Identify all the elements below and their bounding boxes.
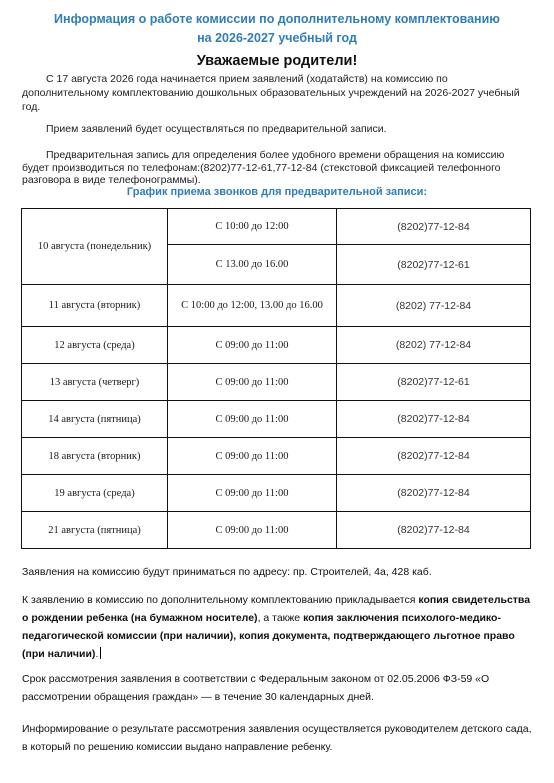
- documents-note-commission-conclusion: копия заключения психолого-медико-педагогической комиссии (при наличии), копия документа, подтверждающего льготное право (при наличии): [22, 612, 515, 660]
- schedule-time-cell: С 09:00 до 11:00: [168, 512, 337, 549]
- schedule-row: [22, 438, 531, 475]
- intro-paragraph-3-lead: Предварительная запись для определения более удобного времени обращения на комиссию: [46, 149, 505, 161]
- schedule-time-cell: С 09:00 до 11:00: [168, 475, 337, 512]
- review-term-note: Срок рассмотрения заявления в соответствии с Федеральным законом от 02.05.2006 ФЗ-59 «О рассмотрении обращения граждан» — в течение 30 календарных дней.: [22, 673, 490, 703]
- schedule-phone-cell: (8202)77-12-84: [337, 512, 531, 549]
- schedule-row: [22, 512, 531, 549]
- schedule-phone-cell: (8202)77-12-61: [337, 245, 531, 285]
- schedule-phone-cell: (8202)77-12-84: [337, 438, 531, 475]
- intro-paragraph-1-text: С 17 августа 2026 года начинается прием заявлений (ходатайств) на комиссию по дополнительному комплектованию дошкольных образовательных учреждений на 2026-2027 учебный год.: [22, 73, 520, 113]
- schedule-time-cell: С 13.00 до 16.00: [168, 245, 337, 285]
- schedule-time-cell: С 10:00 до 12:00, 13.00 до 16.00: [168, 285, 337, 327]
- page-title: [0, 10, 554, 48]
- schedule-date-cell: 14 августа (пятница): [22, 401, 168, 438]
- schedule-phone-cell: (8202) 77-12-84: [337, 285, 531, 327]
- intro-paragraph-1: [22, 72, 522, 114]
- intro-paragraph-3: [22, 149, 522, 187]
- schedule-date-cell: 21 августа (пятница): [22, 512, 168, 549]
- schedule-phone-cell: (8202) 77-12-84: [337, 327, 531, 364]
- text-cursor: [100, 647, 101, 659]
- greeting-heading: Уважаемые родители!: [196, 53, 358, 69]
- intro-paragraph-2-text: Прием заявлений будет осуществляться по предварительной записи.: [46, 123, 387, 135]
- documents-note-intro: К заявлению в комиссию по дополнительному комплектованию прикладывается: [22, 594, 419, 606]
- documents-note-birth-certificate: копия свидетельства о рождении ребенка (на бумажном носителе): [22, 594, 531, 624]
- page-title-line-2: на 2026-2027 учебный год: [197, 31, 357, 45]
- schedule-date-cell: 18 августа (вторник): [22, 438, 168, 475]
- schedule-phone-cell: (8202)77-12-84: [337, 401, 531, 438]
- schedule-phone-cell: (8202)77-12-84: [337, 209, 531, 245]
- schedule-heading: График приема звонков для предварительной записи:: [126, 186, 428, 198]
- address-note: Заявления на комиссию будут приниматься по адресу: пр. Строителей, 4а, 428 каб.: [22, 566, 432, 578]
- schedule-time-cell: С 09:00 до 11:00: [168, 401, 337, 438]
- schedule-row: [22, 285, 531, 327]
- documents-note-connector: , а также: [257, 612, 304, 624]
- schedule-row: [22, 401, 531, 438]
- schedule-table: [21, 208, 531, 549]
- schedule-date-cell: 12 августа (среда): [22, 327, 168, 364]
- schedule-row: [22, 475, 531, 512]
- schedule-time-cell: С 09:00 до 11:00: [168, 327, 337, 364]
- intro-paragraph-3-rest: будет производиться по телефонам:(8202)77-12-61,77-12-84 (стекстовой фиксацией телефонного разговора в виде телефонограммы).: [22, 161, 501, 186]
- schedule-phone-cell: (8202)77-12-61: [337, 364, 531, 401]
- schedule-row: [22, 327, 531, 364]
- schedule-phone-cell: (8202)77-12-84: [337, 475, 531, 512]
- schedule-time-cell: С 09:00 до 11:00: [168, 364, 337, 401]
- page-title-line-1: Информация о работе комиссии по дополнительному комплектованию: [54, 12, 500, 26]
- schedule-date-cell: 10 августа (понедельник): [22, 209, 168, 285]
- documents-note-end: .: [95, 648, 99, 660]
- schedule-date-cell: 19 августа (среда): [22, 475, 168, 512]
- inform-note: Информирование о результате рассмотрения заявления осуществляется руководителем детского сада, в который по решению комиссии выдано направление ребенку.: [22, 723, 532, 753]
- schedule-time-cell: С 09:00 до 11:00: [168, 438, 337, 475]
- schedule-row: [22, 209, 531, 245]
- schedule-time-cell: С 10:00 до 12:00: [168, 209, 337, 245]
- schedule-date-cell: 11 августа (вторник): [22, 285, 168, 327]
- schedule-row: [22, 364, 531, 401]
- intro-paragraph-2: [22, 122, 522, 136]
- schedule-date-cell: 13 августа (четверг): [22, 364, 168, 401]
- documents-note: [22, 591, 532, 663]
